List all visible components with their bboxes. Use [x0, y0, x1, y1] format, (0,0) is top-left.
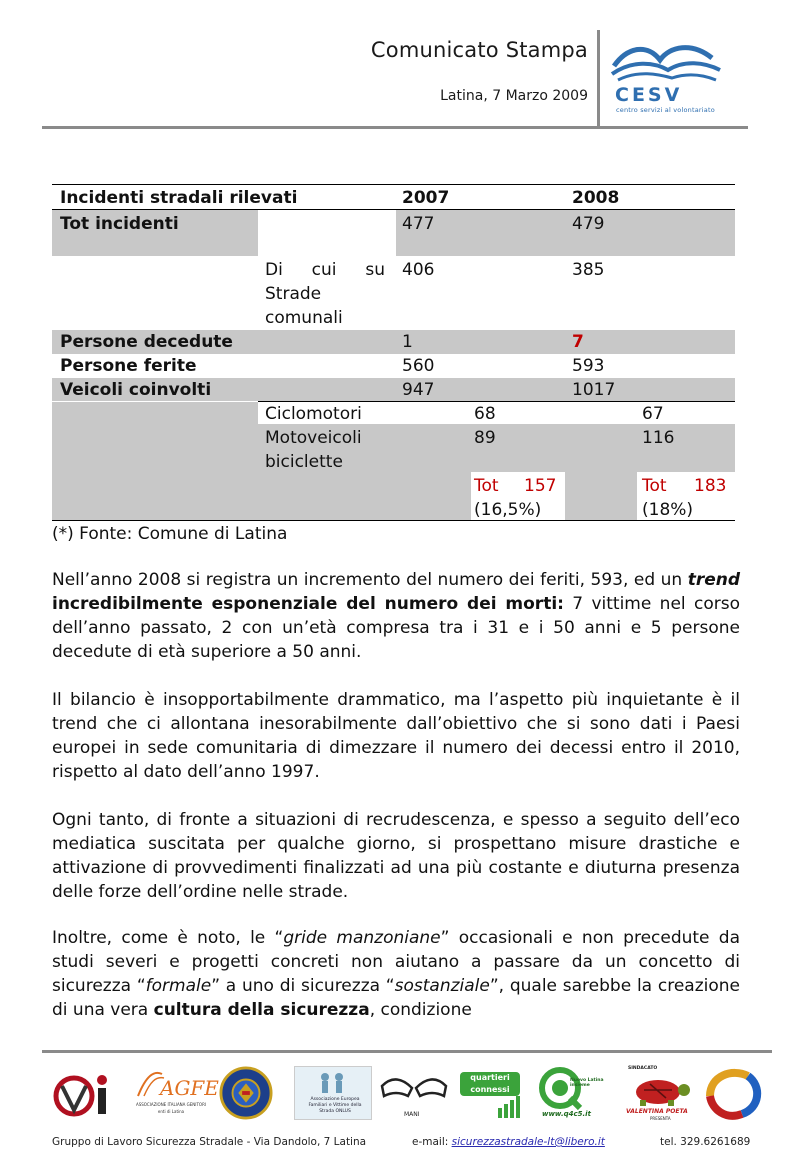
q4c5-logo-top-text: Nuovo Latina insieme [570, 1078, 604, 1088]
valentina-poeta-text: VALENTINA POETA [626, 1108, 688, 1115]
footer-email-label: e-mail: [412, 1136, 452, 1148]
table-bottom-border [52, 520, 735, 521]
valentina-poeta-logo [624, 1066, 694, 1120]
family-figures-icon [295, 1067, 373, 1097]
q4c5-logo [534, 1066, 606, 1120]
row-veicoli-2008: 1017 [572, 380, 616, 400]
row-strade-label-line3: comunali [265, 308, 343, 328]
turtle-icon [624, 1072, 694, 1106]
row-ciclomotori-2008: 67 [642, 404, 664, 424]
tot2007-value: 157 [524, 476, 557, 496]
row-strade-label-line1: Di cui su [265, 260, 385, 280]
p1-text-d: 7 vittime nel corso dell’anno passato, 2 con un’età compresa tra i 31 e i 50 anni e 5 persone decedute di età superiore a 50 anni. [52, 594, 740, 662]
tot2008-pct: (18%) [642, 500, 694, 520]
agfe-logo [132, 1066, 219, 1120]
footer-group: Gruppo di Lavoro Sicurezza Stradale - Via Dandolo, 7 Latina [52, 1136, 367, 1148]
p4-text-i: , condizione [369, 1000, 472, 1020]
p4-text-d: formale [145, 976, 212, 996]
tot2007-label: Tot [474, 476, 499, 496]
bar-steps-icon [458, 1096, 522, 1118]
document-title: Comunicato Stampa [370, 38, 588, 62]
table-source: (*) Fonte: Comune di Latina [52, 524, 288, 544]
footer-email-block [412, 1136, 605, 1148]
cesv-logo-subtitle: centro servizi al volontariato [616, 106, 715, 114]
p4-text-e: ” a uno di sicurezza “ [211, 976, 395, 996]
agfe-logo-text: AGFE [160, 1076, 219, 1100]
table-header-label: Incidenti stradali rilevati [60, 188, 298, 208]
paragraph-4 [52, 926, 740, 1022]
quartieri-connessi-logo [458, 1066, 522, 1120]
row-decedute-2007: 1 [402, 332, 413, 352]
row-tot-incidenti-label: Tot incidenti [60, 214, 179, 234]
ui-logo-icon [52, 1066, 120, 1120]
table-top-border [52, 184, 735, 185]
paragraph-1 [52, 568, 740, 664]
p4-text-f: sostanziale [394, 976, 490, 996]
row-motoveicoli-2008: 116 [642, 428, 675, 448]
colorful-ring-logo-icon [702, 1066, 764, 1120]
footer-email-link[interactable]: sicurezzastradale-lt@libero.it [451, 1136, 605, 1148]
q4c5-logo-url: www.q4c5.it [542, 1110, 591, 1118]
footer-tel: tel. 329.6261689 [660, 1136, 751, 1148]
header-divider-vertical [597, 30, 600, 128]
p4-text-c: ” occasionali e non precedute da studi severi e progetti concreti non aiutano a passare da un concetto di sicurezza “ [52, 928, 741, 996]
associazione-europea-logo [294, 1066, 372, 1120]
row-motoveicoli-2007: 89 [474, 428, 496, 448]
tot2008-value: 183 [694, 476, 727, 496]
document-date: Latina, 7 Marzo 2009 [440, 88, 588, 104]
tot2008-label: Tot [642, 476, 667, 496]
row-decedute-label: Persone decedute [60, 332, 233, 352]
table-header-2007: 2007 [402, 188, 450, 208]
row-ferite-label: Persone ferite [60, 356, 197, 376]
agfe-logo-sub: ASSOCIAZIONE ITALIANA GENITORI [135, 1102, 207, 1107]
paragraph-2: Il bilancio è insopportabilmente drammatico, ma l’aspetto più inquietante è il trend che ci allontana inesorabilmente dall’obiettivo che si sono dati i Paesi europei in sede comunitaria di dimezzare il numero dei decessi entro il 2010, rispetto al dato dell’anno 1997. [52, 690, 740, 782]
p1-text-b: trend [687, 570, 740, 590]
table-header-2008: 2008 [572, 188, 620, 208]
police-badge-icon [218, 1066, 274, 1120]
associazione-europea-text: Associazione Europea Familiari e Vittime della Strada ONLUS [308, 1097, 362, 1114]
p4-text-a: Inoltre, come è noto, le “ [52, 928, 284, 948]
q4c5-logo-icon [534, 1066, 606, 1112]
valentina-poeta-top: SINDACATO [628, 1066, 658, 1071]
paragraph-3: Ogni tanto, di fronte a situazioni di recrudescenza, e spesso a seguito dell’eco mediatica suscitata per qualche giorno, si prospettano misure drastiche e attivazione di provvedimenti finalizzati ad una più costante e diuturna presenza delle forze dell’ordine nelle strade. [52, 810, 740, 902]
p1-text-a: Nell’anno 2008 si registra un incremento del numero dei feriti, 593, ed un [52, 570, 688, 590]
quartieri-connessi-text: quartieri connessi [460, 1072, 520, 1096]
cesv-logo-text: CESV [615, 84, 683, 106]
row-tot-incidenti-2008: 479 [572, 214, 605, 234]
table-row-bg [396, 210, 735, 256]
row-veicoli-2007: 947 [402, 380, 435, 400]
row-tot-incidenti-2007: 477 [402, 214, 435, 234]
row-ferite-2007: 560 [402, 356, 435, 376]
footer-divider [42, 1050, 772, 1053]
p4-text-h: cultura della sicurezza [153, 1000, 370, 1020]
table-row-bg [565, 472, 637, 520]
row-ciclomotori-2007: 68 [474, 404, 496, 424]
table-row-bg [52, 402, 258, 520]
p4-text-g: ”, quale sarebbe la creazione di una vera [52, 976, 740, 1020]
row-decedute-2008: 7 [572, 332, 584, 352]
header-divider-horizontal [42, 126, 748, 129]
row-strade-label-line2: Strade [265, 284, 322, 304]
table-row-bg [258, 472, 471, 520]
row-ferite-2008: 593 [572, 356, 605, 376]
hands-logo-icon [378, 1066, 450, 1120]
row-motoveicoli-label: Motoveicoli biciclette [265, 428, 362, 472]
p1-text-c: incredibilmente esponenziale del numero dei morti: [52, 594, 564, 614]
tot2007-pct: (16,5%) [474, 500, 542, 520]
hands-logo-text: MANI [404, 1111, 420, 1118]
p4-text-b: gride manzoniane [283, 928, 441, 948]
row-veicoli-label: Veicoli coinvolti [60, 380, 212, 400]
valentina-poeta-sub: PRESENTA [650, 1116, 671, 1121]
row-strade-2008: 385 [572, 260, 605, 280]
agfe-logo-sub2: enti di Latina [157, 1109, 185, 1114]
row-strade-2007: 406 [402, 260, 435, 280]
row-ciclomotori-label: Ciclomotori [265, 404, 362, 424]
